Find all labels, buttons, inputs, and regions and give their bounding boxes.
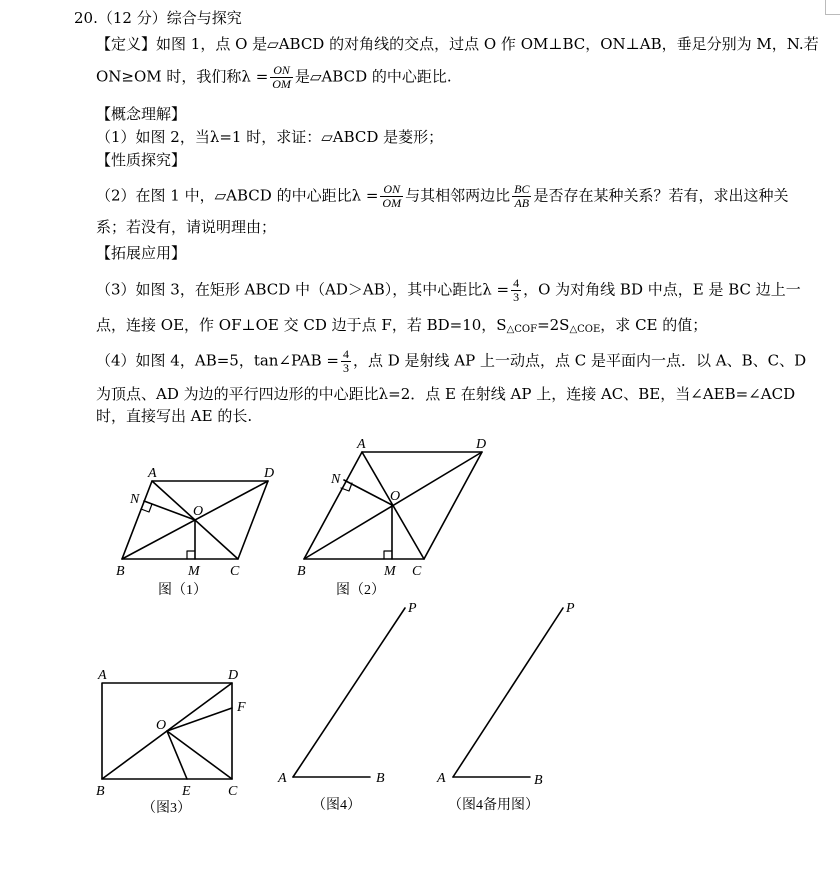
question-3-text-mid: =2S (537, 316, 570, 334)
fig1-label-m: M (188, 564, 200, 579)
fig1-label-b: B (116, 564, 125, 579)
figure-2-drawing (304, 452, 482, 559)
question-4-text-b: ，点 D 是射线 AP 上一动点，点 C 是平面内一点．以 A、B、C、D (352, 351, 807, 370)
fraction-denominator: 3 (513, 290, 520, 304)
extension-tag: 【拓展应用】 (96, 244, 187, 262)
figure-4b-drawing (453, 608, 563, 777)
fig2-label-c: C (412, 564, 422, 579)
fraction-numerator: 4 (513, 276, 520, 290)
fig4b-label-p: P (566, 601, 575, 616)
fig3-label-b: B (96, 784, 105, 799)
question-2-line-2: 系；若没有，请说明理由； (96, 218, 277, 236)
question-3-text-a: （3）如图 3，在矩形 ABCD 中（AD＞AB），其中心距比λ = (96, 280, 510, 299)
fraction-denominator: OM (272, 77, 291, 91)
question-4-line-2: 为顶点、AD 为边的平行四边形的中心距比λ=2．点 E 在射线 AP 上，连接 AC、BE，当∠AEB=∠ACD (96, 385, 796, 403)
problem-number: 20. (74, 9, 98, 27)
question-2-text-a: （2）在图 1 中，▱ABCD 的中心距比λ = (96, 186, 379, 205)
fraction-denominator: AB (514, 196, 530, 210)
fig4-ap (293, 608, 405, 777)
fig2-label-o: O (390, 489, 401, 504)
fig2-label-m: M (384, 564, 396, 579)
fig2-label-b: B (297, 564, 306, 579)
fig3-label-a: A (98, 668, 107, 683)
fig4-label-a: A (278, 771, 287, 786)
fig1-right-angle-m (187, 551, 195, 559)
fig3-label-f: F (237, 700, 246, 715)
fraction-denominator: OM (382, 196, 402, 210)
question-2-text-c: 是否存在某种关系？若有，求出这种关 (533, 186, 789, 205)
fig3-caption: （图3） (142, 801, 191, 816)
fraction-denominator: 3 (342, 361, 349, 375)
fig4b-caption: （图4备用图） (448, 798, 539, 813)
subscript-coe: △COE (569, 324, 601, 335)
fig3-label-c: C (228, 784, 238, 799)
definition-text-2a: ON≥OM 时，我们称λ = (96, 67, 269, 86)
fig2-right-angle-m (384, 551, 392, 559)
fig1-label-n: N (130, 492, 140, 507)
fig4b-label-a: A (437, 771, 446, 786)
problem-score: （12 分）综合与探究 (97, 9, 242, 27)
fig2-label-a: A (357, 437, 366, 452)
fraction-numerator: ON (270, 64, 293, 78)
fig2-label-n: N (331, 472, 341, 487)
definition-text-2b: 是▱ABCD 的中心距比. (294, 67, 452, 86)
fig2-caption: 图（2） (336, 583, 385, 598)
fig4b-label-b: B (534, 773, 543, 788)
question-1: （1）如图 2，当λ=1 时，求证：▱ABCD 是菱形； (96, 128, 444, 146)
fig1-label-c: C (230, 564, 240, 579)
fig2-diagonal-bd (304, 452, 482, 559)
question-2-text-b: 与其相邻两边比 (405, 186, 511, 205)
fig1-label-a: A (148, 466, 157, 481)
question-3-text-b: ，O 为对角线 BD 中点，E 是 BC 边上一 (523, 280, 801, 299)
question-3-text-c: 点，连接 OE，作 OF⊥OE 交 CD 边于点 F，若 BD=10，S (96, 316, 507, 334)
concept-tag: 【概念理解】 (96, 105, 187, 123)
fraction-numerator: 4 (342, 347, 349, 361)
definition-text-1: 如图 1，点 O 是▱ABCD 的对角线的交点，过点 O 作 OM⊥BC，ON⊥AB，垂足分别为 M，N.若 (156, 35, 819, 53)
fig1-caption: 图（1） (158, 583, 207, 598)
figure-4-drawing (293, 608, 405, 777)
fig3-label-e: E (182, 784, 191, 799)
subscript-cof: △COF (506, 324, 538, 335)
fig4b-ap (453, 608, 563, 777)
fig4-caption: （图4） (312, 798, 361, 813)
fig2-label-d: D (476, 437, 487, 452)
fig3-label-d: D (228, 668, 239, 683)
definition-tag: 【定义】 (96, 35, 157, 53)
fig3-of (167, 708, 232, 731)
fig4-label-p: P (408, 601, 417, 616)
figure-3-drawing (102, 683, 232, 779)
fraction-numerator: BC (514, 182, 530, 196)
question-3-text-end: ，求 CE 的值； (600, 316, 708, 334)
fig1-label-o: O (193, 504, 204, 519)
question-4-line-3: 时，直接写出 AE 的长. (96, 407, 253, 425)
question-4-text-a: （4）如图 4，AB=5，tan∠PAB = (96, 351, 339, 370)
fig1-label-d: D (264, 466, 275, 481)
fig4-label-b: B (376, 771, 385, 786)
figure-1-drawing (122, 481, 268, 559)
fraction-numerator: ON (380, 183, 403, 197)
fig3-label-o: O (156, 718, 167, 733)
property-tag: 【性质探究】 (96, 151, 187, 169)
